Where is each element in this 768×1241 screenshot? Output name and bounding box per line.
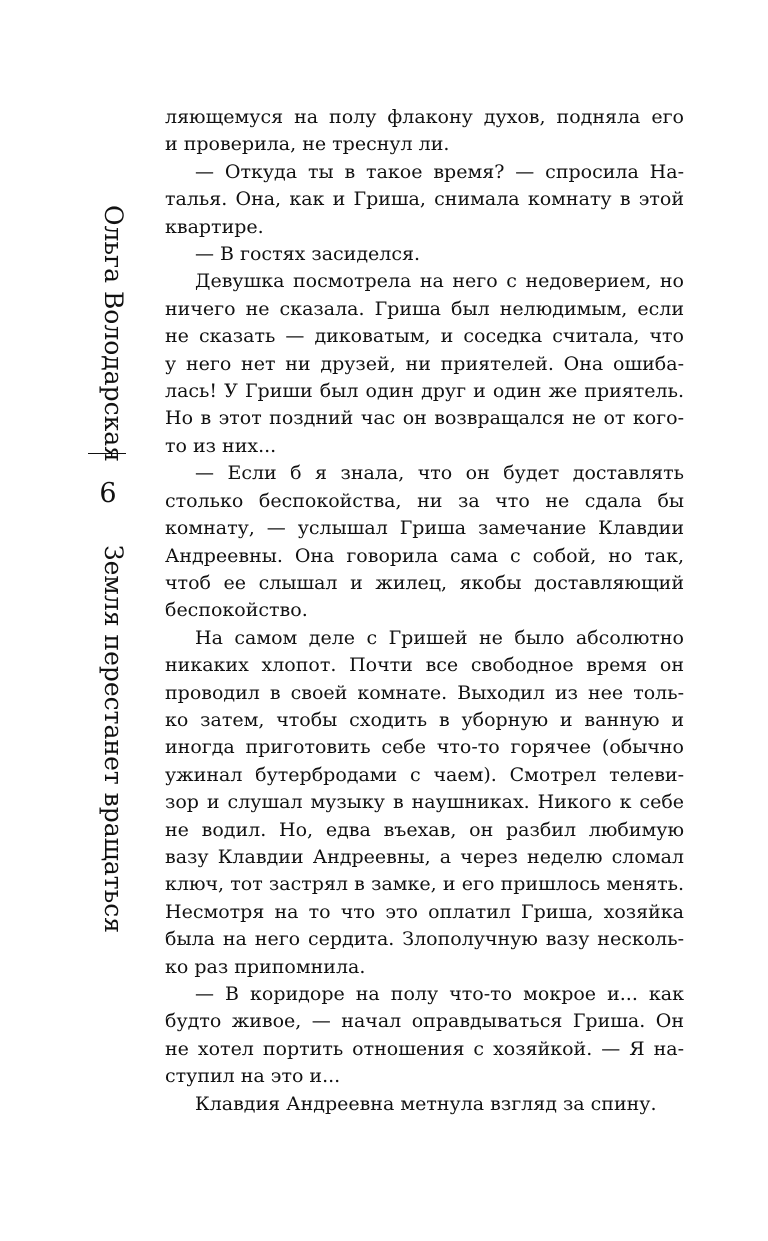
text-line: ко затем, чтобы сходить в уборную и ванную и — [165, 708, 684, 731]
text-line: — В коридоре на полу что-то мокрое и... как — [195, 983, 684, 1005]
text-line: Девушка посмотрела на него с недоверием, но — [195, 270, 684, 293]
text-line: квартире. — [165, 215, 264, 238]
text-line: не сказать — диковатым, и соседка считала, что — [165, 325, 684, 348]
paragraph — [165, 241, 684, 268]
paragraph — [165, 104, 684, 159]
author-name: Ольга Володарская — [99, 205, 128, 462]
paragraph — [165, 625, 684, 981]
text-line: ляющемуся на полу флакону духов, подняла его — [165, 106, 684, 128]
text-line: На самом деле с Гришей не было абсолютно — [195, 626, 684, 649]
paragraph — [165, 268, 684, 460]
text-line: вазу Клавдии Андреевны, а через неделю сломал — [165, 845, 684, 868]
text-line: беспокойство. — [165, 599, 308, 622]
page-number: 6 — [99, 478, 117, 509]
text-line: Но в этот поздний час он возвращался не от кого- — [165, 407, 684, 430]
text-line: проводил в своей комнате. Выходил из нее толь- — [165, 681, 684, 704]
text-line: ключ, тот застрял в замке, и его пришлось менять. — [165, 873, 684, 896]
text-line: ко раз припомнила. — [165, 955, 366, 978]
text-line: никаких хлопот. Почти все свободное время он — [165, 654, 684, 677]
text-line: не водил. Но, едва въехав, он разбил любимую — [165, 818, 684, 841]
text-line: была на него сердита. Злополучную вазу несколь- — [165, 928, 684, 951]
text-line: ужинал бутербродами с чаем). Смотрел телеви- — [165, 763, 684, 786]
text-line: талья. Она, как и Гриша, снимала комнату в этой — [165, 188, 684, 211]
text-line: будто живое, — начал оправдываться Гриша. Он — [165, 1010, 684, 1033]
running-header — [0, 0, 150, 1241]
text-line: не хотел портить отношения с хозяйкой. — Я на- — [165, 1037, 684, 1060]
text-line: комнату, — услышал Гриша замечание Клавдии — [165, 517, 684, 540]
text-line: — Откуда ты в такое время? — спросила На- — [195, 160, 684, 183]
text-line: Андреевны. Она говорила сама с собой, но так, — [165, 544, 684, 567]
text-line: зор и слушал музыку в наушниках. Никого к себе — [165, 791, 684, 814]
book-title: Земля перестанет вращаться — [99, 545, 128, 933]
text-line: чтоб ее слышал и жилец, якобы доставляющий — [165, 571, 684, 594]
text-line: лась! У Гриши был один друг и один же приятель. — [165, 380, 684, 403]
text-line: — Если б я знала, что он будет доставлять — [195, 462, 684, 485]
paragraph — [165, 981, 684, 1091]
text-line: столько беспокойства, ни за что не сдала бы — [165, 489, 684, 512]
text-line: ничего не сказала. Гриша был нелюдимым, если — [165, 297, 684, 320]
paragraph — [165, 1091, 684, 1118]
text-line: Клавдия Андреевна метнула взгляд за спину. — [195, 1092, 657, 1115]
text-line: — В гостях засиделся. — [195, 243, 421, 266]
paragraph — [165, 460, 684, 624]
text-line: Несмотря на то что это оплатил Гриша, хозяйка — [165, 900, 684, 923]
text-line: то из них... — [165, 434, 277, 457]
text-line: у него нет ни друзей, ни приятелей. Она ошиба- — [165, 352, 684, 375]
text-line: и проверила, не треснул ли. — [165, 133, 450, 156]
text-line: ступил на это и... — [165, 1065, 341, 1088]
header-divider — [88, 453, 126, 454]
body-text — [165, 104, 684, 1118]
text-line: иногда приготовить себе что-то горячее (обычно — [165, 736, 684, 759]
paragraph — [165, 159, 684, 241]
